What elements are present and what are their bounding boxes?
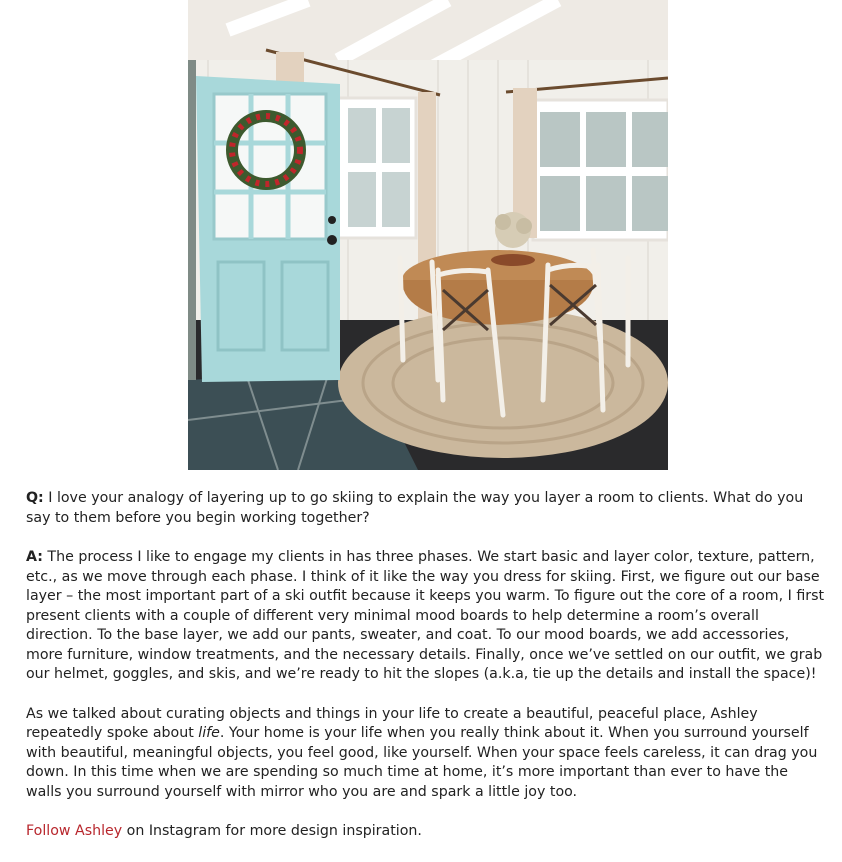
body-paragraph: [26, 705, 826, 803]
question-label: Q:: [26, 490, 44, 506]
follow-paragraph: [26, 822, 826, 842]
article-body: [26, 489, 826, 862]
dining-room-photo: [188, 0, 668, 470]
question-paragraph: [26, 489, 826, 528]
follow-text: on Instagram for more design inspiration.: [122, 823, 422, 839]
body-text-end: . Your home is your life when you really think about it. When you surround yourself with beautiful, meaningful objects, you feel good, like yourself. When your space feels careless, it can drag you down. In this time when we are spending so much time at home, it’s more important than ever to have the walls you surround yourself with mirror who you are and spark a little joy too.: [26, 725, 818, 800]
answer-paragraph: [26, 548, 826, 685]
body-text-start: As we talked about curating objects and things in your life to create a beautiful, peaceful place, Ashley repeatedly spoke about: [26, 705, 758, 741]
follow-ashley-link[interactable]: Follow Ashley: [26, 823, 123, 839]
question-text: I love your analogy of layering up to go skiing to explain the way you layer a room to clients. What do you say to them before you begin working together?: [26, 490, 804, 526]
answer-text: The process I like to engage my clients in has three phases. We start basic and layer color, texture, pattern, etc., as we move through each phase. I think of it like the way you dress for skiing. First, we figure out our base layer – the most important part of a ski outfit because it keeps you warm. To figure out the core of a room, I first present clients with a couple of different very minimal mood boards to help determine a room’s overall direction. To the base layer, we add our pants, sweater, and coat. To our mood boards, we add accessories, more furniture, window treatments, and the necessary details. Finally, once we’ve settled on our outfit, we grab our helmet, goggles, and skis, and we’re ready to hit the slopes (a.k.a, tie up the details and install the space)!: [26, 549, 825, 682]
body-emphasis: life: [198, 725, 220, 741]
answer-label: A:: [26, 549, 43, 565]
